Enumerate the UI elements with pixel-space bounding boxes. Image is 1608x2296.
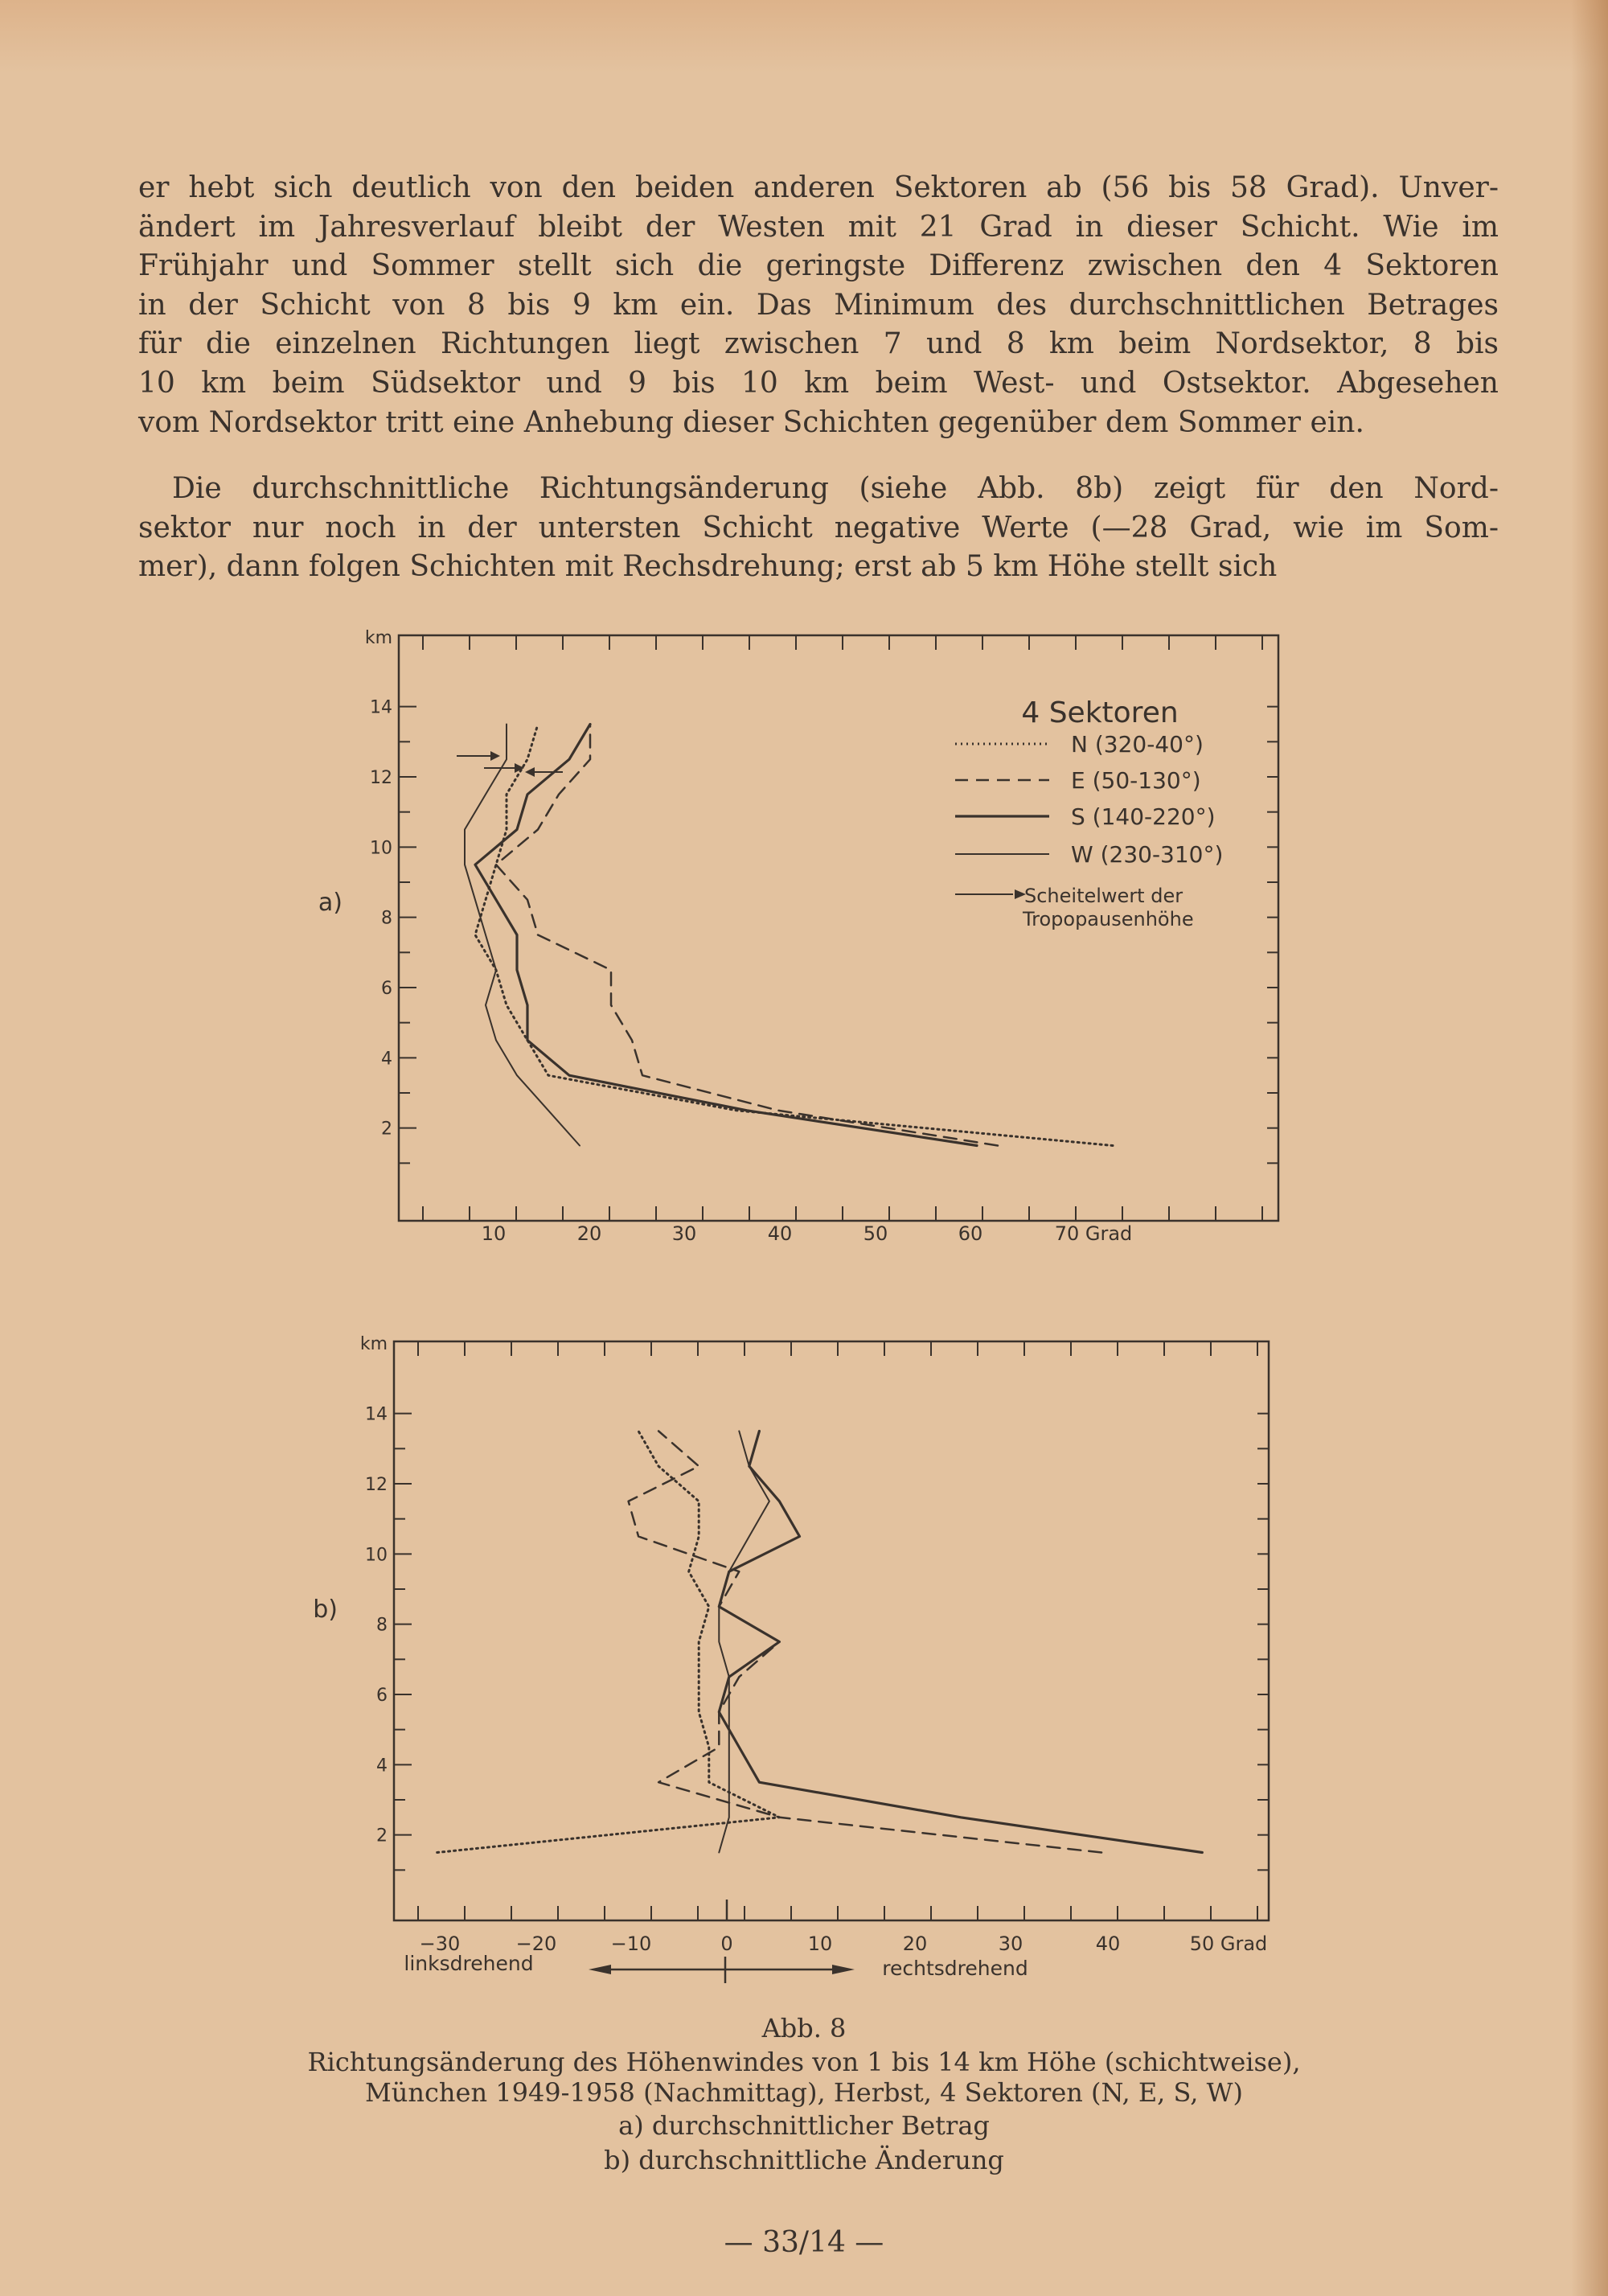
arrow-legend-label: Scheitelwert der — [1024, 885, 1183, 907]
figure-caption-line-2: München 1949-1958 (Nachmittag), Herbst, 4 Sektoren (N, E, S, W) — [364, 2077, 1244, 2108]
x-tick-label: 40 — [767, 1222, 793, 1245]
y-tick-label: 2 — [376, 1826, 388, 1846]
figure-caption-sub-b: b) durchschnittliche Änderung — [604, 2145, 1004, 2175]
text-line: ändert im Jahresverlauf bleibt der Westen mit 21 Grad in dieser Schicht. Wie im — [138, 210, 1499, 244]
legend-label: S (140-220°) — [1071, 803, 1216, 830]
series-line-N — [437, 1431, 780, 1853]
y-tick-label: 2 — [381, 1119, 392, 1140]
panel-label: b) — [313, 1595, 338, 1624]
series-line-S — [475, 725, 977, 1146]
x-tick-label: 40 — [1095, 1933, 1121, 1955]
x-tick-label: −30 — [419, 1933, 461, 1955]
y-tick-label: 12 — [365, 1475, 388, 1495]
direction-arrow-left — [589, 1965, 611, 1974]
arrow-legend-label-2: Tropopausenhöhe — [1023, 908, 1194, 930]
figure-caption-title: Abb. 8 — [761, 2013, 847, 2043]
legend-label: W (230-310°) — [1071, 841, 1224, 868]
y-tick-label: 4 — [381, 1049, 392, 1070]
x-tick-label: 50 Grad — [1189, 1933, 1268, 1955]
x-tick-label: 20 — [902, 1933, 928, 1955]
legend-title: 4 Sektoren — [1021, 696, 1179, 729]
y-axis-unit: km — [364, 628, 392, 648]
y-tick-label: 4 — [376, 1756, 388, 1776]
series-line-W — [465, 725, 580, 1146]
y-tick-label: 6 — [381, 979, 392, 999]
chart-panel-b — [394, 1341, 1269, 1983]
text-line: vom Nordsektor tritt eine Anhebung dieser Schichten gegenüber dem Sommer ein. — [138, 405, 1364, 439]
y-axis-unit: km — [359, 1334, 388, 1354]
x-tick-label: 10 — [807, 1933, 833, 1955]
y-tick-label: 8 — [381, 908, 392, 929]
y-tick-label: 10 — [365, 1545, 388, 1566]
y-tick-label: 8 — [376, 1615, 388, 1636]
text-line: mer), dann folgen Schichten mit Rechsdrehung; erst ab 5 km Höhe stellt sich — [138, 550, 1278, 584]
x-tick-label: 0 — [720, 1933, 733, 1955]
x-tick-label: 30 — [998, 1933, 1023, 1955]
legend-label: E (50-130°) — [1071, 767, 1201, 794]
series-line-S — [719, 1431, 1202, 1853]
x-tick-label: 70 Grad — [1054, 1222, 1133, 1245]
x-tick-label: 30 — [671, 1222, 697, 1245]
text-line: für die einzelnen Richtungen liegt zwischen 7 und 8 km beim Nordsektor, 8 bis — [138, 327, 1499, 361]
panel-label: a) — [318, 888, 343, 917]
y-tick-label: 14 — [370, 697, 392, 718]
x-tick-label: 50 — [863, 1222, 888, 1245]
text-line: Frühjahr und Sommer stellt sich die geringste Differenz zwischen den 4 Sektoren — [138, 249, 1499, 283]
figure-caption-sub-a: a) durchschnittlicher Betrag — [618, 2110, 990, 2141]
tropopause-arrow-head — [490, 751, 500, 761]
x-tick-label: 60 — [958, 1222, 983, 1245]
text-line: Die durchschnittliche Richtungsänderung (siehe Abb. 8b) zeigt für den Nord- — [172, 472, 1499, 505]
text-line: er hebt sich deutlich von den beiden anderen Sektoren ab (56 bis 58 Grad). Unver- — [138, 171, 1499, 204]
series-line-N — [475, 725, 1113, 1146]
series-line-W — [719, 1431, 769, 1853]
series-line-E — [496, 725, 998, 1146]
figure-caption-line-1: Richtungsänderung des Höhenwindes von 1 bis 14 km Höhe (schichtweise), — [307, 2047, 1301, 2077]
y-tick-label: 6 — [376, 1686, 388, 1706]
rechtsdrehend-label: rechtsdrehend — [882, 1957, 1028, 1980]
y-tick-label: 10 — [370, 838, 392, 859]
text-line: sektor nur noch in der untersten Schicht negative Werte (—28 Grad, wie im Som- — [138, 511, 1499, 544]
page-number: — 33/14 — — [724, 2226, 884, 2259]
chart-frame — [394, 1341, 1269, 1920]
x-tick-label: 20 — [576, 1222, 602, 1245]
text-line: 10 km beim Südsektor und 9 bis 10 km beim West- und Ostsektor. Abgesehen — [138, 366, 1499, 400]
linksdrehend-label: linksdrehend — [404, 1952, 534, 1975]
legend-label: N (320-40°) — [1071, 731, 1204, 758]
y-tick-label: 14 — [365, 1404, 388, 1425]
x-tick-label: −20 — [515, 1933, 557, 1955]
y-tick-label: 12 — [370, 768, 392, 788]
tropopause-arrow-head — [525, 767, 535, 777]
x-tick-label: 10 — [481, 1222, 507, 1245]
direction-arrow-right — [832, 1965, 855, 1974]
x-tick-label: −10 — [610, 1933, 652, 1955]
text-line: in der Schicht von 8 bis 9 km ein. Das Minimum des durchschnittlichen Betrages — [138, 288, 1499, 322]
